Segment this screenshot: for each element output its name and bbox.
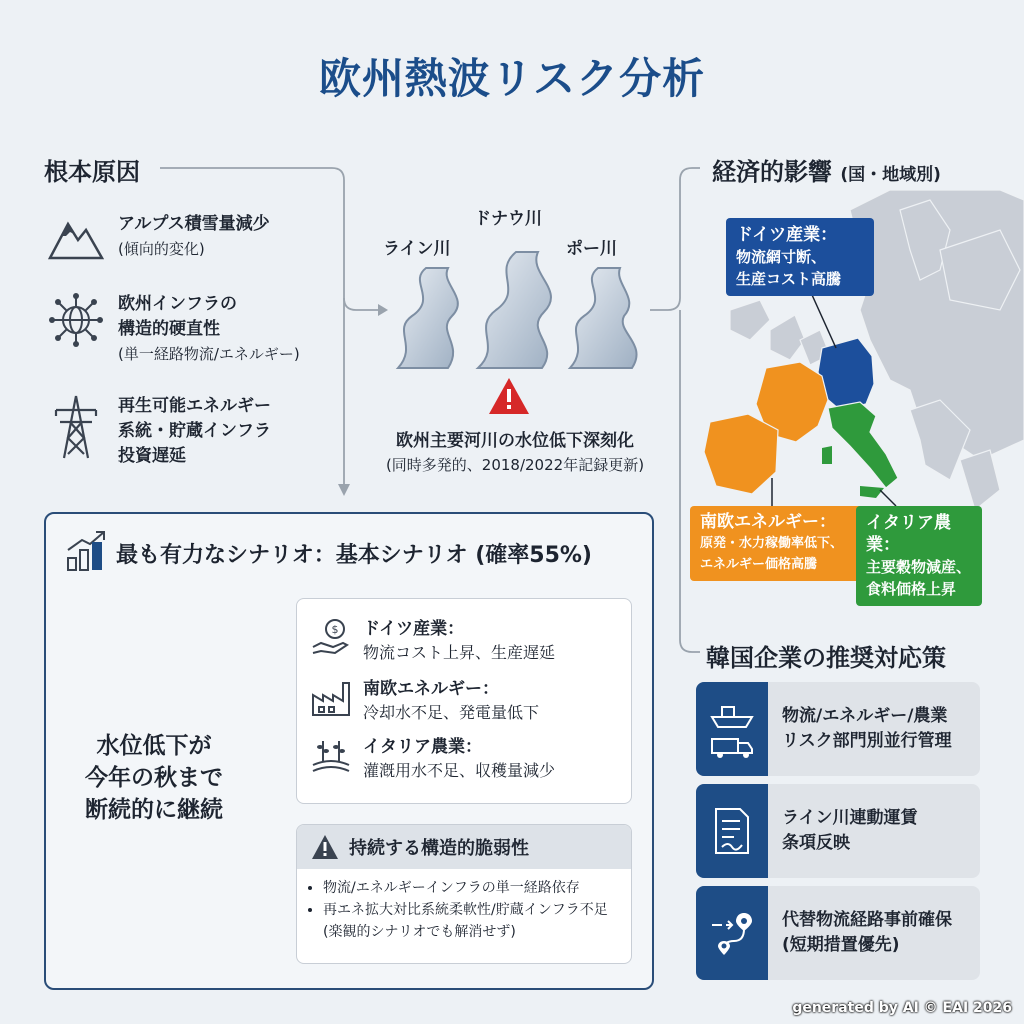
money-hand-icon bbox=[311, 617, 351, 657]
mountain-icon bbox=[48, 212, 104, 260]
cause-infrastructure bbox=[48, 292, 300, 367]
impact-germany bbox=[311, 617, 555, 665]
callout-germany bbox=[726, 218, 874, 296]
callout-south-title: 南欧エネルギー： bbox=[700, 512, 836, 532]
river-label-po: ポー川 bbox=[566, 239, 617, 259]
cause-sub: (傾向的変化) bbox=[118, 240, 205, 258]
recommendation-text: 代替物流経路事前確保 (短期措置優先) bbox=[782, 910, 952, 955]
contract-icon bbox=[710, 805, 754, 857]
impact-body: 物流コスト上昇、生産遅延 bbox=[363, 643, 556, 662]
power-tower-icon bbox=[48, 394, 104, 460]
svg-text:$: $ bbox=[331, 623, 339, 636]
callout-italy-agri bbox=[856, 506, 982, 606]
cause-title: 再生可能エネルギー 系統・貯蔵インフラ 投資遅延 bbox=[118, 396, 271, 466]
cause-title: アルプス積雪量減少 bbox=[118, 214, 270, 234]
callout-south-energy bbox=[690, 506, 866, 581]
vulnerability-item: • 物流/エネルギーインフラの単一経路依存 bbox=[323, 877, 631, 899]
map-iberia bbox=[704, 414, 778, 494]
warning-icon bbox=[311, 834, 339, 860]
warning-triangle-icon bbox=[487, 376, 531, 416]
callout-south-body: 原発・水力稼働率低下、 エネルギー価格高騰 bbox=[700, 536, 844, 572]
vulnerability-heading: 持続する構造的脆弱性 bbox=[349, 838, 529, 859]
impact-title: イタリア農業： bbox=[363, 737, 482, 757]
callout-italy-title: イタリア農業： bbox=[866, 513, 951, 555]
impact-body: 冷却水不足、発電量低下 bbox=[363, 703, 540, 722]
river-icons bbox=[378, 246, 648, 376]
river-label-rhine: ライン川 bbox=[383, 239, 451, 259]
impact-title: ドイツ産業： bbox=[363, 619, 465, 639]
economic-heading-sub: (国・地域別) bbox=[840, 165, 941, 185]
impact-south-energy bbox=[311, 677, 539, 725]
recommendation-item bbox=[696, 784, 980, 878]
factory-icon bbox=[311, 677, 351, 717]
river-label-danube: ドナウ川 bbox=[474, 209, 542, 229]
callout-italy-body: 主要穀物減産、 食料価格上昇 bbox=[866, 558, 972, 598]
crop-icon bbox=[311, 735, 351, 775]
river-rhine-shape bbox=[398, 268, 458, 368]
impact-italy-agri bbox=[311, 735, 555, 783]
recommendation-item bbox=[696, 886, 980, 980]
route-icon bbox=[708, 909, 756, 957]
ship-truck-icon bbox=[708, 699, 756, 759]
river-warning-title: 欧州主要河川の水位低下深刻化 bbox=[396, 431, 634, 451]
map-italy bbox=[828, 402, 898, 488]
cause-title: 欧州インフラの 構造的硬直性 bbox=[118, 294, 237, 339]
credit-text: generated by AI © EAI 2026 bbox=[792, 1000, 1012, 1016]
impact-body: 灌漑用水不足、収穫量減少 bbox=[363, 761, 556, 780]
recommendation-text: 物流/エネルギー/農業 リスク部門別並行管理 bbox=[782, 706, 952, 751]
page-title: 欧州熱波リスク分析 bbox=[318, 54, 706, 103]
recommendation-item bbox=[696, 682, 980, 776]
vulnerability-item: • 再エネ拡大対比系統柔軟性/貯蔵インフラ不足 (楽観的シナリオでも解消せず) bbox=[323, 899, 631, 943]
root-causes-heading: 根本原因 bbox=[44, 158, 140, 186]
vulnerability-box bbox=[296, 824, 632, 964]
cause-alps bbox=[48, 212, 270, 262]
scenario-main-text: 水位低下が 今年の秋まで 断続的に継続 bbox=[85, 733, 223, 823]
river-danube-shape bbox=[478, 252, 551, 368]
economic-heading bbox=[712, 152, 941, 187]
river-po-shape bbox=[570, 268, 637, 368]
cause-renewable bbox=[48, 394, 271, 469]
recommendation-text: ライン川連動運賃 条項反映 bbox=[782, 808, 918, 853]
economic-heading-title: 経済的影響 bbox=[712, 158, 832, 186]
impact-title: 南欧エネルギー： bbox=[363, 679, 499, 699]
cause-sub: (単一経路物流/エネルギー) bbox=[118, 345, 300, 363]
impact-box bbox=[296, 598, 632, 804]
recommendations-heading: 韓国企業の推奨対応策 bbox=[706, 644, 946, 672]
network-globe-icon bbox=[48, 292, 104, 348]
growth-chart-icon bbox=[64, 528, 108, 572]
callout-germany-body: 物流網寸断、 生産コスト高騰 bbox=[736, 248, 842, 288]
river-warning-sub: (同時多発的、2018/2022年記録更新) bbox=[385, 456, 645, 474]
callout-germany-title: ドイツ産業： bbox=[736, 225, 838, 245]
scenario-heading: 最も有力なシナリオ：基本シナリオ (確率55%) bbox=[116, 543, 592, 568]
